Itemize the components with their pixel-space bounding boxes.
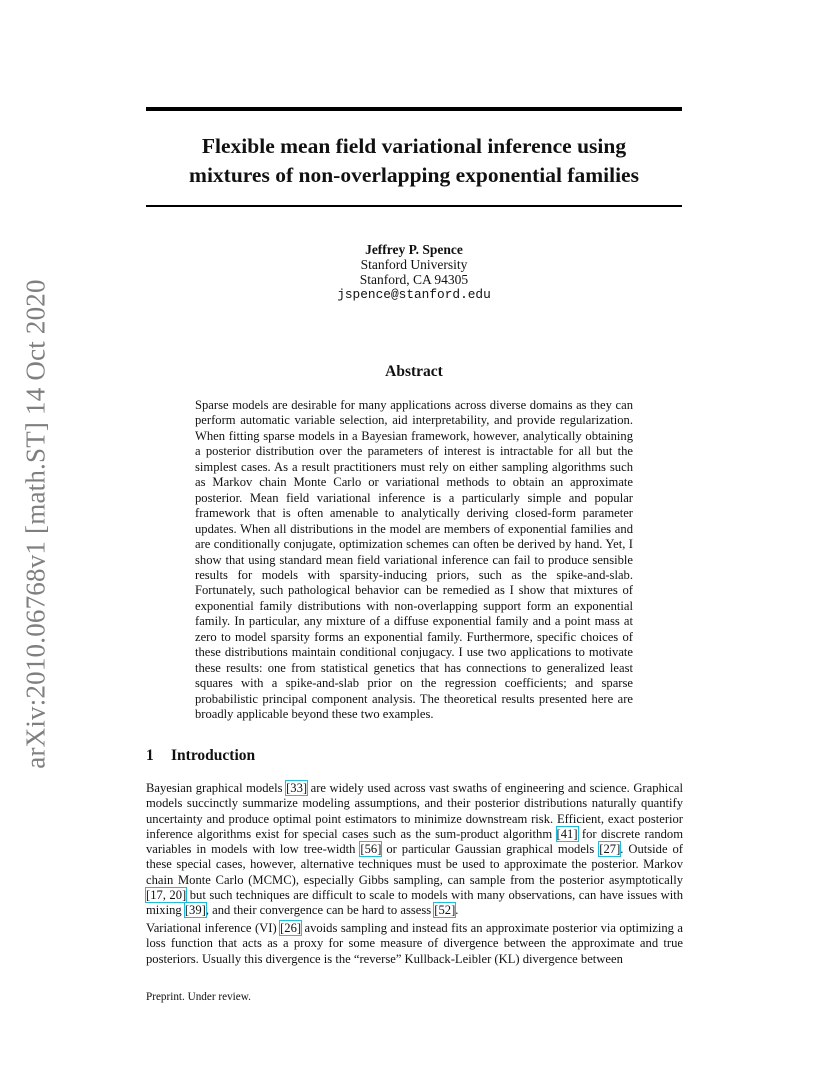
citation-link[interactable]: [33] — [286, 781, 308, 795]
intro-paragraph-1 — [146, 781, 683, 919]
text-run: Variational inference (VI) — [146, 921, 281, 935]
intro-paragraph-2 — [146, 921, 683, 967]
author-location: Stanford, CA 94305 — [359, 272, 469, 287]
footer-note: Preprint. Under review. — [146, 991, 251, 1003]
text-run: . Outside of these special cases, however, alternative techniques must be used to approximate the posterior. Markov chain Monte Carlo (MCMC), especially Gibbs sampling, can sample from the posterior asymptotically — [146, 842, 683, 887]
citation-link[interactable]: [52] — [434, 903, 456, 918]
title-top-rule — [146, 107, 682, 111]
author-email[interactable]: jspence@stanford.edu — [337, 287, 491, 302]
abstract-heading: Abstract — [385, 363, 443, 380]
text-run: avoids sampling and instead fits an approximate posterior via optimizing a loss function that acts as a proxy for some measure of divergence between the approximate and true posteriors. Usually this divergence is the “reverse” Kullback-Leibler (KL) divergence between — [146, 921, 683, 966]
author-name: Jeffrey P. Spence — [365, 242, 463, 257]
arxiv-identifier: arXiv:2010.06768v1 [math.ST] 14 Oct 2020 — [20, 279, 51, 769]
author-block — [146, 242, 682, 302]
citation-link[interactable]: [41] — [556, 826, 578, 841]
abstract-text: Sparse models are desirable for many applications across diverse domains as they can perform automatic variable selection, aid interpretability, and provide regularization. When fitting sparse models in a Bayesian framework, however, analytically obtaining a posterior distribution over the parameters of interest is intractable for all but the simplest cases. As a result practitioners must rely on either sampling algorithms such as Markov chain Monte Carlo or variational methods to obtain an approximate posterior. Mean field variational inference is a particularly simple and popular framework that is often amenable to analytically deriving closed-form parameter updates. When all distributions in the model are members of exponential families and are conditionally conjugate, optimization schemes can often be derived by hand. Yet, I show that using standard mean field variational inference can fail to produce sensible results for models with sparsity-inducing priors, such as the spike-and-slab. Fortunately, such pathological behavior can be remedied as I show that mixtures of exponential family distributions with non-overlapping support form an exponential family. In particular, any mixture of a diffuse exponential family and a point mass at zero to model sparsity forms an exponential family. Furthermore, specific choices of these distributions maintain conditional conjugacy. I use two applications to motivate these results: one from statistical genetics that has connections to generalized least squares with a spike-and-slab prior on the regression coefficients; and sparse probabilistic principal component analysis. The theoretical results presented here are broadly applicable beyond these two examples. — [195, 398, 633, 722]
text-run: , and their convergence can be hard to assess — [205, 903, 435, 918]
paper-title — [146, 132, 682, 190]
citation-link[interactable]: [17, 20] — [146, 888, 187, 903]
text-run: but such techniques are difficult to scale to models with many observations, can have issues with mixing — [146, 888, 683, 918]
text-run: or particular Gaussian graphical models — [381, 842, 600, 857]
text-run: are widely used across vast swaths of engineering and science. Graphical models succinctly summarize modeling assumptions, and their posterior distributions naturally quantify uncertainty and produce optimal point estimators to minimize downstream risk. Efficient, exact posterior inference algorithms exist for special cases such as the sum-product algorithm — [146, 781, 683, 841]
citation-link[interactable]: [27] — [599, 842, 621, 857]
section-title: Introduction — [171, 747, 256, 764]
title-bottom-rule — [146, 205, 682, 207]
author-affiliation: Stanford University — [360, 257, 468, 272]
section-heading — [146, 747, 255, 765]
text-run: Bayesian graphical models — [146, 781, 287, 795]
text-run: for discrete random variables in models with low tree-width — [146, 826, 683, 857]
title-line-1: Flexible mean field variational inference using — [201, 134, 627, 158]
text-run: . — [455, 903, 459, 918]
citation-link[interactable]: [56] — [360, 842, 382, 857]
citation-link[interactable]: [39] — [184, 903, 206, 918]
citation-link[interactable]: [26] — [280, 921, 302, 935]
title-line-2: mixtures of non-overlapping exponential families — [189, 163, 639, 187]
section-number: 1 — [146, 747, 154, 764]
